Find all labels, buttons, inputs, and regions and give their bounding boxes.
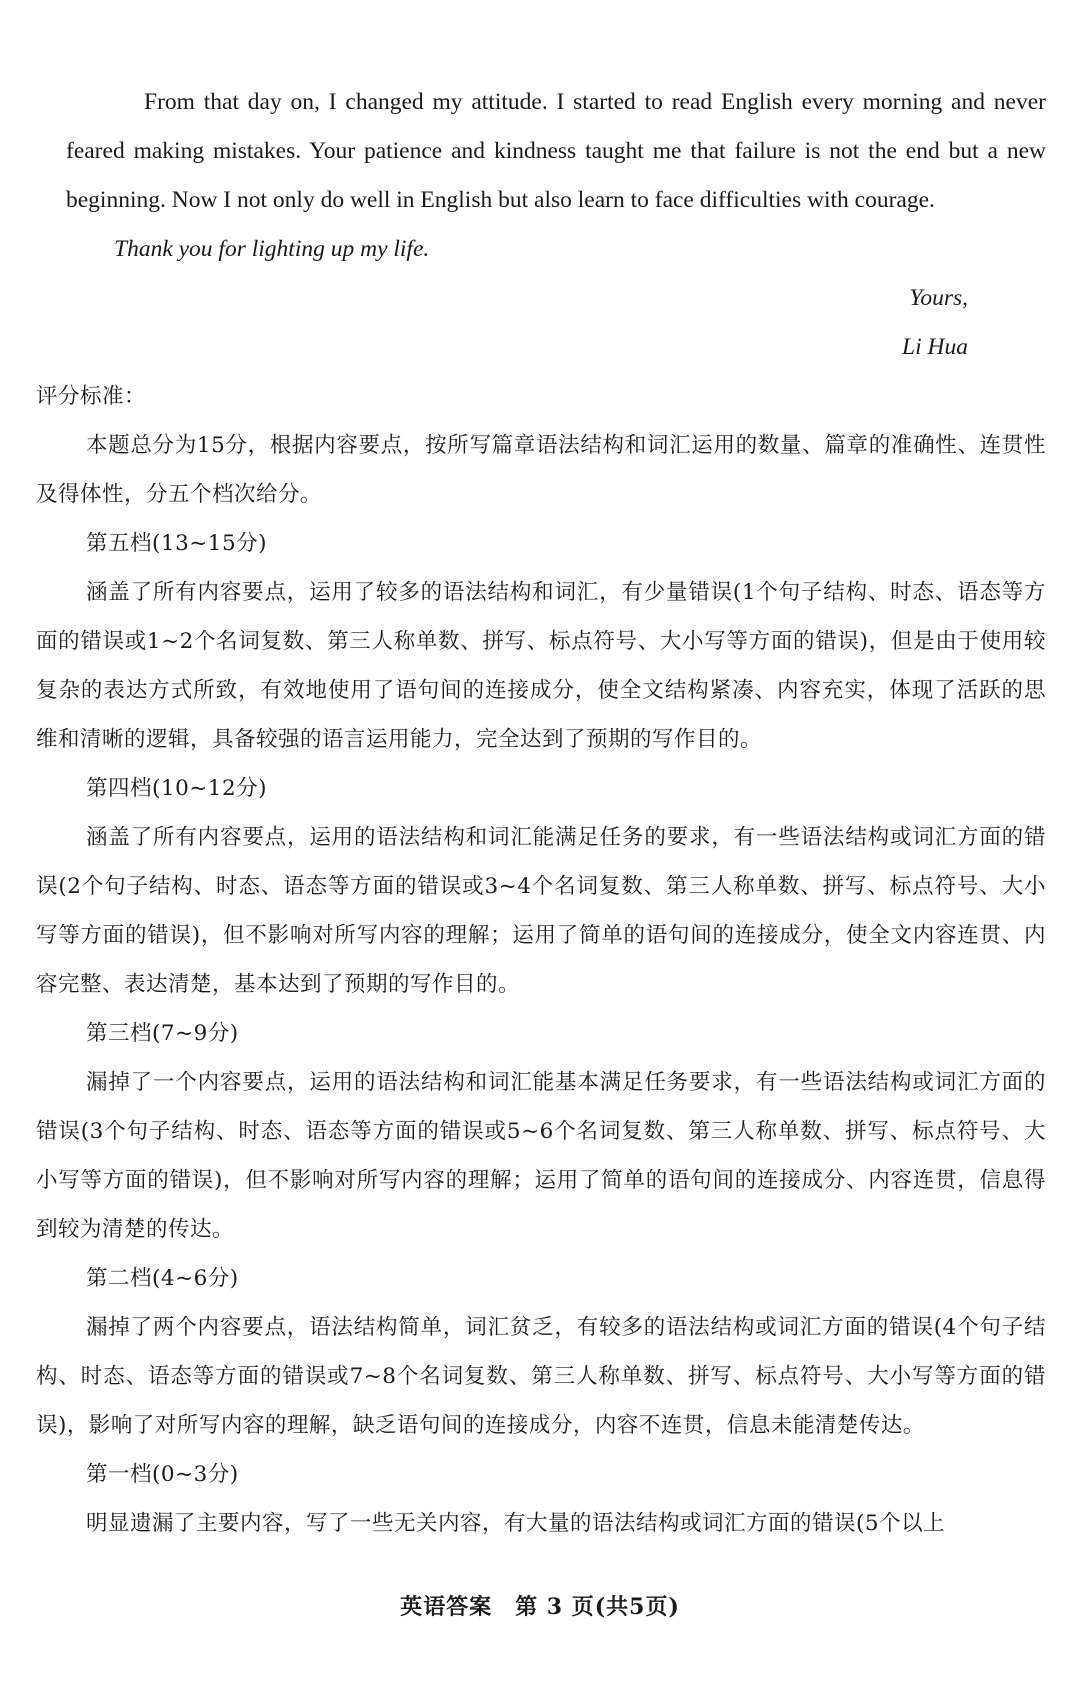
level-title: 第五档(13~15分): [86, 531, 268, 556]
level-title: 第四档(10~12分): [86, 776, 268, 801]
scoring-heading: 评分标准：: [36, 384, 147, 409]
level-title: 第一档(0~3分): [86, 1462, 239, 1487]
level-description: 涵盖了所有内容要点，运用的语法结构和词汇能满足任务的要求，有一些语法结构或词汇方面的错误(2个句子结构、时态、语态等方面的错误或3~4个名词复数、第三人称单数、拼写、标点符号、大小写等方面的错误)，但不影响对所写内容的理解；运用了简单的语句间的连接成分，使全文内容连贯、内容完整、表达清楚，基本达到了预期的写作目的。: [36, 825, 1046, 997]
level-title: 第二档(4~6分): [86, 1266, 239, 1291]
level-description: 涵盖了所有内容要点，运用了较多的语法结构和词汇，有少量错误(1个句子结构、时态、语态等方面的错误或1~2个名词复数、第三人称单数、拼写、标点符号、大小写等方面的错误)，但是由于使用较复杂的表达方式所致，有效地使用了语句间的连接成分，使全文结构紧凑、内容充实，体现了活跃的思维和清晰的逻辑，具备较强的语言运用能力，完全达到了预期的写作目的。: [36, 580, 1046, 752]
level-description: 漏掉了一个内容要点，运用的语法结构和词汇能基本满足任务要求，有一些语法结构或词汇方面的错误(3个句子结构、时态、语态等方面的错误或5~6个名词复数、第三人称单数、拼写、标点符号、大小写等方面的错误)，但不影响对所写内容的理解；运用了简单的语句间的连接成分、内容连贯，信息得到较为清楚的传达。: [36, 1070, 1046, 1242]
level-title: 第三档(7~9分): [86, 1021, 239, 1046]
page-footer: 英语答案 第 3 页(共5页): [400, 1594, 680, 1620]
level-description: 明显遗漏了主要内容，写了一些无关内容，有大量的语法结构或词汇方面的错误(5个以上: [86, 1511, 946, 1536]
letter-closing: Yours,: [909, 285, 968, 311]
scoring-intro: 本题总分为15分，根据内容要点，按所写篇章语法结构和词汇运用的数量、篇章的准确性、连贯性及得体性，分五个档次给分。: [36, 433, 1046, 507]
letter-paragraph-2: Thank you for lighting up my life.: [114, 236, 430, 262]
letter-signature: Li Hua: [902, 334, 968, 360]
letter-paragraph-1: From that day on, I changed my attitude. I started to read English every morning and never feared making mistakes. Your patience and kindness taught me that failure is not the end but a new beginning. Now I not only do well in English but also learn to face difficulties with courage.: [66, 89, 1046, 213]
document-page: [36, 78, 1046, 1548]
level-description: 漏掉了两个内容要点，语法结构简单，词汇贫乏，有较多的语法结构或词汇方面的错误(4个句子结构、时态、语态等方面的错误或7~8个名词复数、第三人称单数、拼写、标点符号、大小写等方面的错误)，影响了对所写内容的理解，缺乏语句间的连接成分，内容不连贯，信息未能清楚传达。: [36, 1315, 1046, 1438]
